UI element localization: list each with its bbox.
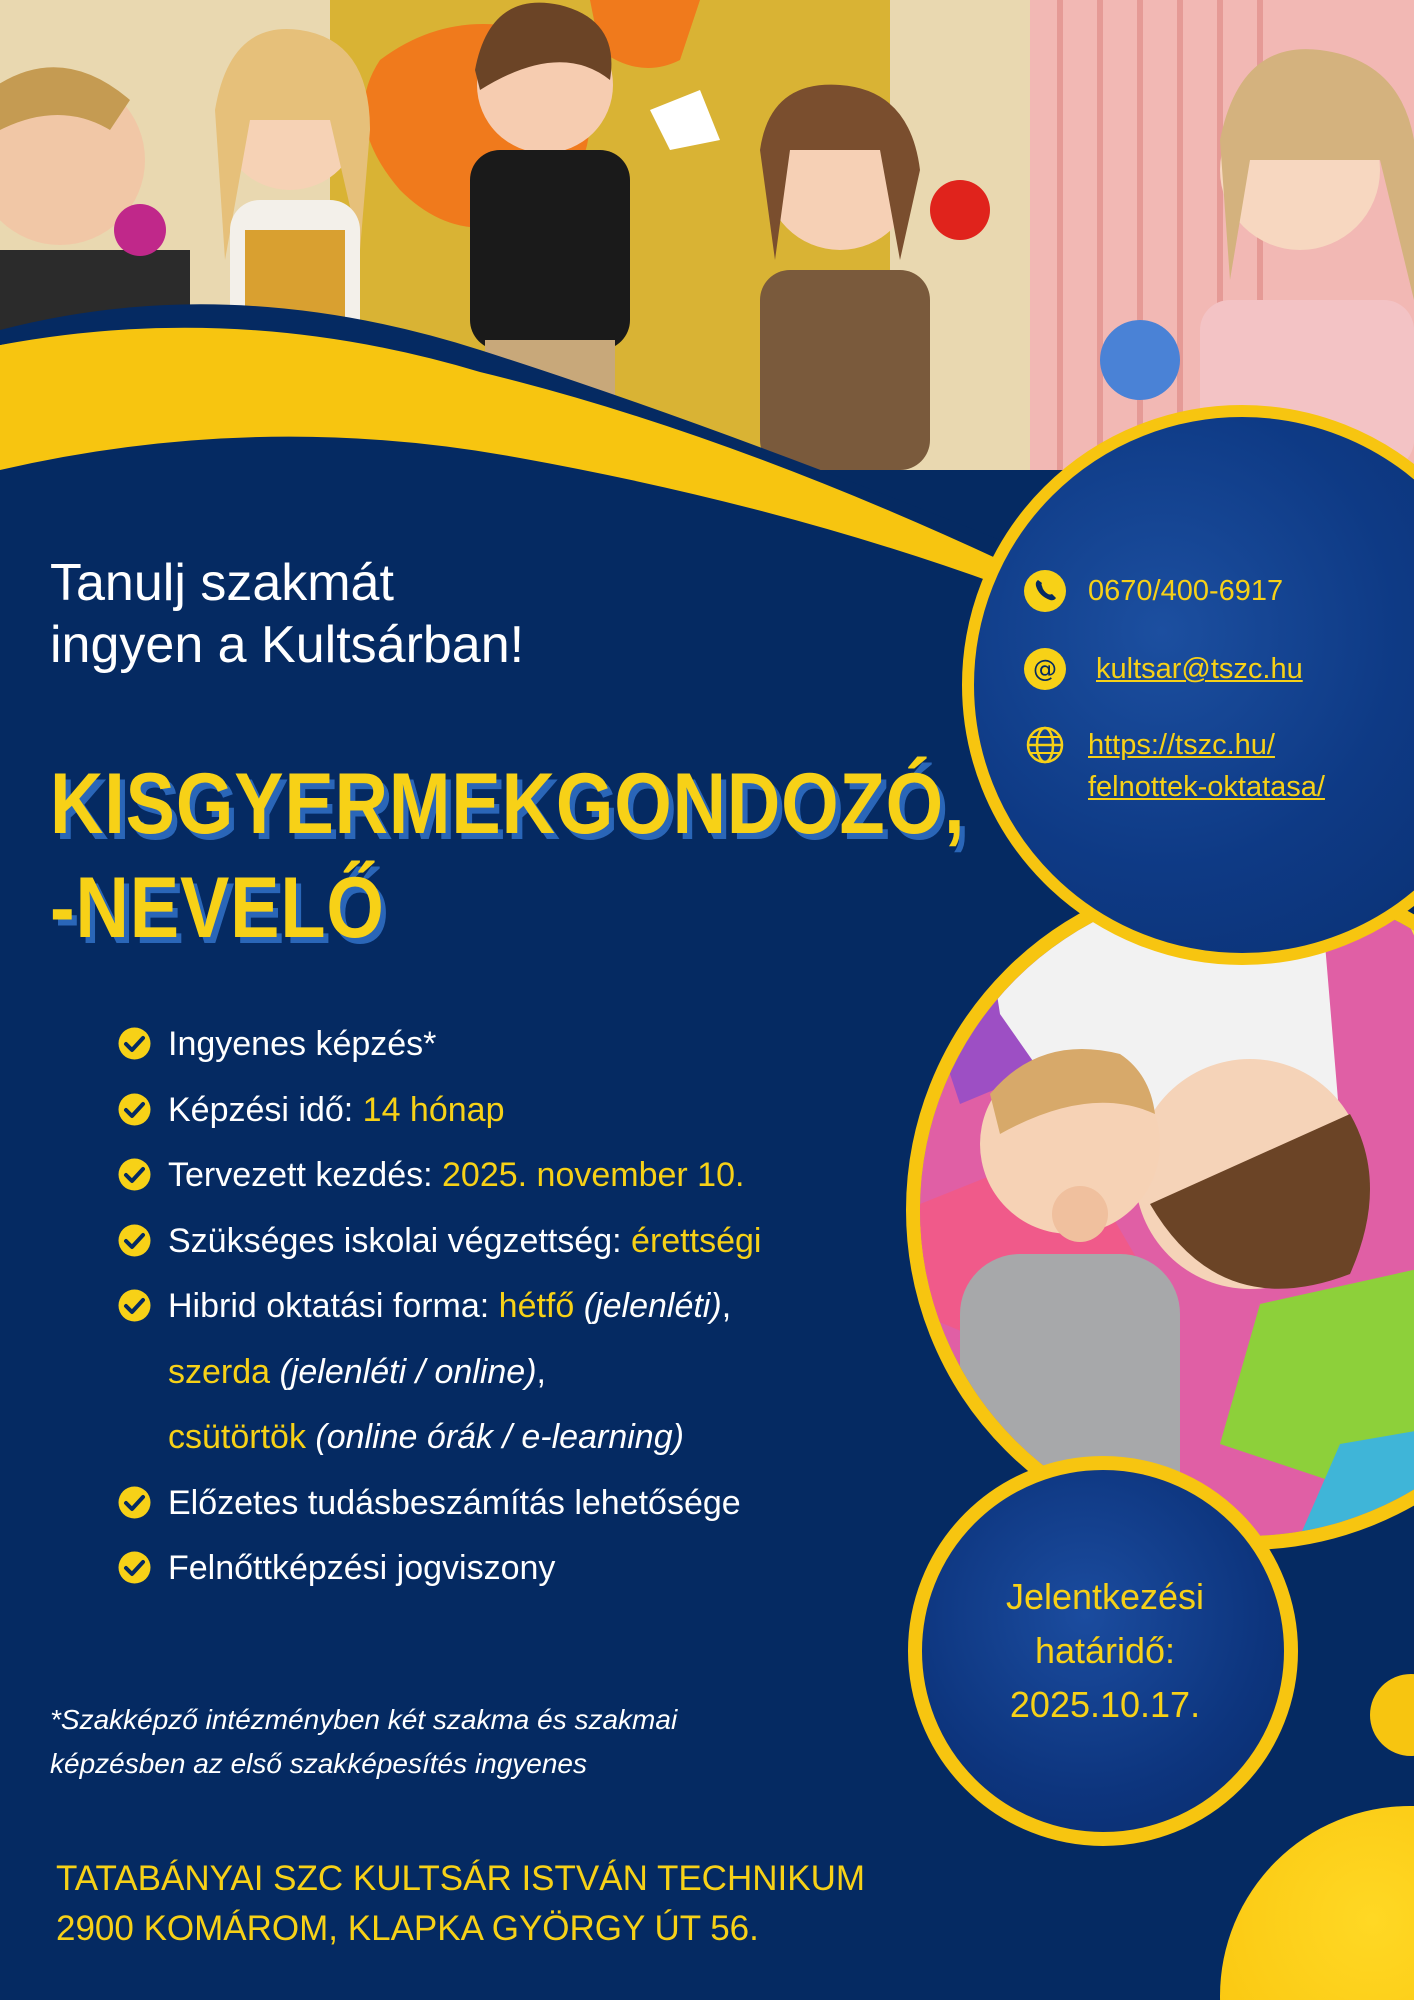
contact-website[interactable]: https://tszc.hu/ felnottek-oktatasa/	[1024, 724, 1325, 808]
program-title-line1: KISGYERMEKGONDOZÓ,	[50, 756, 966, 852]
check-circle-icon	[118, 1158, 151, 1191]
globe-icon	[1024, 724, 1066, 766]
feature-hybrid-thursday: csütörtök (online órák / e-learning)	[168, 1418, 684, 1456]
check-circle-icon	[118, 1027, 151, 1060]
check-circle-icon	[118, 1551, 151, 1584]
application-deadline: Jelentkezési határidő: 2025.10.17.	[1005, 1576, 1205, 1725]
svg-text:@: @	[1033, 655, 1057, 683]
contact-phone: 0670/400-6917	[1024, 570, 1283, 612]
at-sign-icon	[1024, 648, 1066, 690]
feature-start-date: Tervezett kezdés: 2025. november 10.	[118, 1147, 761, 1213]
check-circle-icon	[118, 1093, 151, 1126]
feature-required-education: Szükséges iskolai végzettség: érettségi	[118, 1213, 761, 1279]
feature-prior-learning: Előzetes tudásbeszámítás lehetősége	[118, 1475, 761, 1541]
check-circle-icon	[118, 1486, 151, 1519]
feature-list	[118, 1016, 761, 1606]
phone-icon	[1024, 570, 1066, 612]
feature-hybrid-form: Hibrid oktatási forma: hétfő (jelenléti),	[118, 1278, 761, 1344]
check-circle-icon	[118, 1224, 151, 1257]
footnote: *Szakképző intézményben két szakma és szakmai képzésben az első szakképesítés ingyenes	[50, 1704, 678, 1779]
program-title	[50, 752, 965, 960]
feature-hybrid-wednesday: szerda (jelenléti / online),	[168, 1352, 546, 1391]
school-address: TATABÁNYAI SZC KULTSÁR ISTVÁN TECHNIKUM 2900 KOMÁROM, KLAPKA GYÖRGY ÚT 56.	[56, 1859, 865, 1948]
feature-free-training: Ingyenes képzés*	[118, 1016, 761, 1082]
program-title-line2: -NEVELŐ	[50, 860, 385, 956]
feature-legal-status: Felnőttképzési jogviszony	[118, 1540, 761, 1606]
tagline: Tanulj szakmát ingyen a Kultsárban!	[50, 554, 525, 674]
check-circle-icon	[118, 1289, 151, 1322]
contact-email[interactable]: @ kultsar@tszc.hu	[1024, 648, 1303, 690]
feature-duration: Képzési idő: 14 hónap	[118, 1082, 761, 1148]
